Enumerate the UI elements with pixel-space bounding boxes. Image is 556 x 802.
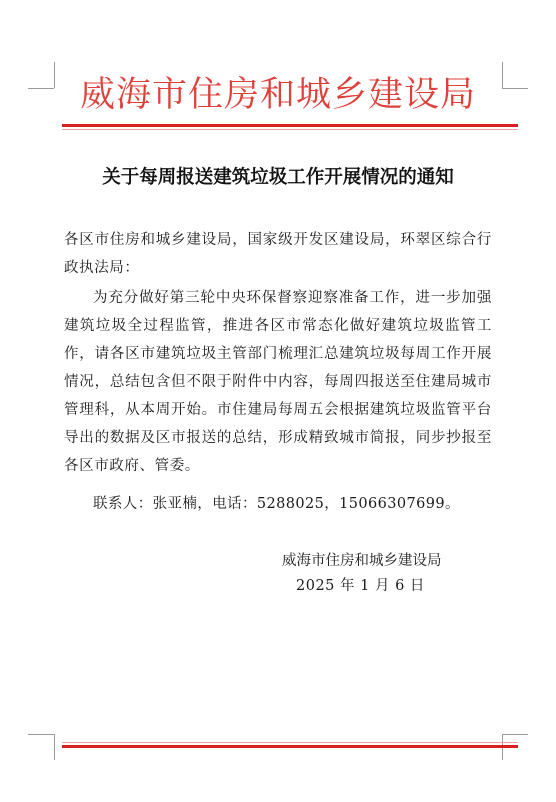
signature-date: 2025 年 1 月 6 日	[296, 578, 425, 594]
footer-red-rule	[62, 745, 518, 748]
header-red-rule	[62, 124, 518, 127]
document-title: 关于每周报送建筑垃圾工作开展情况的通知	[102, 167, 454, 188]
signature-issuer: 威海市住房和城乡建设局	[282, 553, 442, 569]
crop-mark-bottom-left-h	[28, 734, 54, 735]
issuing-organization-header: 威海市住房和城乡建设局	[79, 75, 476, 115]
contact-line: 联系人：张亚楠，电话：5288025，15066307699。	[93, 496, 460, 512]
body-paragraph: 为充分做好第三轮中央环保督察迎察准备工作，进一步加强建筑垃圾全过程监管，推进各区市常态化做好建筑垃圾监管工作，请各区市建筑垃圾主管部门梳理汇总建筑垃圾每周工作开展情况，总结包含但不限于附件中内容，每周四报送至住建局城市管理科，从本周开始。市住建局每周五会根据建筑垃圾监管平台导出的数据及区市报送的总结，形成精致城市简报，同步抄报至各区市政府、管委。	[64, 290, 492, 474]
header-red-rule-thin	[62, 129, 518, 130]
footer-red-rule-thin	[62, 742, 518, 743]
salutation: 各区市住房和城乡建设局，国家级开发区建设局，环翠区综合行政执法局：	[64, 232, 492, 276]
crop-mark-bottom-right-h	[502, 734, 528, 735]
crop-mark-bottom-left-v	[54, 734, 55, 760]
